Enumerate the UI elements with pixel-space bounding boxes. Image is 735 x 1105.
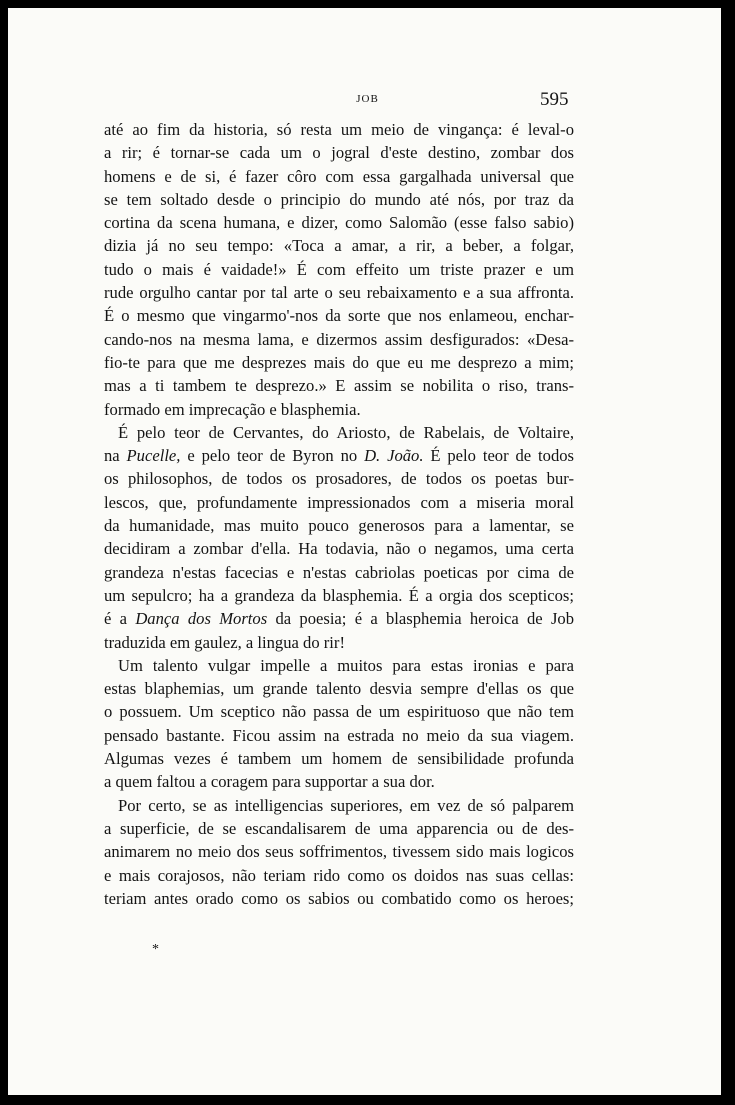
text-line: Por certo, se as intelligencias superiores, em vez de só palparem (118, 795, 574, 815)
text-line: teriam antes orado como os sabios ou combatido como os heroes; (104, 888, 574, 908)
text-line: a quem faltou a coragem para supportar a sua dor. (104, 772, 435, 792)
text-line: e mais corajosos, não teriam rido como os doidos nas suas cellas: (104, 865, 574, 885)
page-number: 595 (540, 89, 569, 110)
text-line: cando-nos na mesma lama, e dizermos assim desfigurados: «Desa- (104, 329, 574, 349)
text-line: grandeza n'estas facecias e n'estas cabriolas poeticas por cima de (104, 562, 574, 582)
text-line: os philosophos, de todos os prosadores, de todos os poetas bur- (104, 469, 574, 489)
text-line: a rir; é tornar-se cada um o jogral d'este destino, zombar dos (104, 143, 574, 163)
text-line: É pelo teor de Cervantes, do Ariosto, de Rabelais, de Voltaire, (118, 422, 574, 442)
signature-mark: * (152, 942, 159, 957)
text-line: traduzida em gaulez, a lingua do rir! (104, 632, 345, 652)
text-line: dizia já no seu tempo: «Toca a amar, a rir, a beber, a folgar, (104, 236, 574, 256)
text-line: homens e de si, é fazer côro com essa gargalhada universal que (104, 166, 574, 186)
text-line: pensado bastante. Ficou assim na estrada no meio da sua viagem. (104, 725, 574, 745)
text-line: rude orgulho cantar por tal arte o seu rebaixamento e a sua affronta. (104, 283, 574, 303)
running-head (0, 89, 735, 111)
text-line: lescos, que, profundamente impressionados com a miseria moral (104, 492, 574, 512)
text-line: se tem soltado desde o principio do mundo até nós, por traz da (104, 189, 574, 209)
text-line: até ao fim da historia, só resta um meio de vingança: é leval-o (104, 120, 574, 139)
text-line: a superficie, de se escandalisarem de uma apparencia ou de des- (104, 818, 574, 838)
text-line: tudo o mais é vaidade!» É com effeito um triste prazer e um (104, 259, 574, 279)
text-line: Um talento vulgar impelle a muitos para estas ironias e para (118, 655, 574, 675)
text-line: animarem no meio dos seus soffrimentos, tivessem sido mais logicos (104, 842, 574, 862)
text-line: o possuem. Um sceptico não passa de um espirituoso que não tem (104, 702, 574, 722)
text-line: na Pucelle, e pelo teor de Byron no D. João. É pelo teor de todos (104, 446, 574, 466)
text-line: um sepulcro; ha a grandeza da blasphemia. É a orgia dos scepticos; (104, 585, 574, 605)
text-line: mas a ti tambem te desprezo.» E assim se nobilita o riso, trans- (104, 376, 574, 396)
text-line: cortina da scena humana, e dizer, como Salomão (esse falso sabio) (104, 213, 574, 233)
text-line: da humanidade, mas muito pouco generosos para a lamentar, se (104, 516, 574, 536)
text-line: estas blaphemias, um grande talento desvia sempre d'ellas os que (104, 679, 574, 699)
text-line: é a Dança dos Mortos da poesia; é a blasphemia heroica de Job (104, 609, 574, 629)
text-line: fio-te para que me desprezes mais do que eu me desprezo a mim; (104, 352, 574, 372)
body-text (104, 118, 574, 910)
text-line: decidiram a zombar d'ella. Ha todavia, não o negamos, uma certa (104, 539, 574, 559)
running-title: JOB (356, 93, 379, 105)
text-line: formado em imprecação e blasphemia. (104, 399, 361, 419)
text-line: Algumas vezes é tambem um homem de sensibilidade profunda (104, 749, 574, 769)
text-line: É o mesmo que vingarmo'-nos da sorte que nos enlameou, enchar- (104, 306, 574, 326)
